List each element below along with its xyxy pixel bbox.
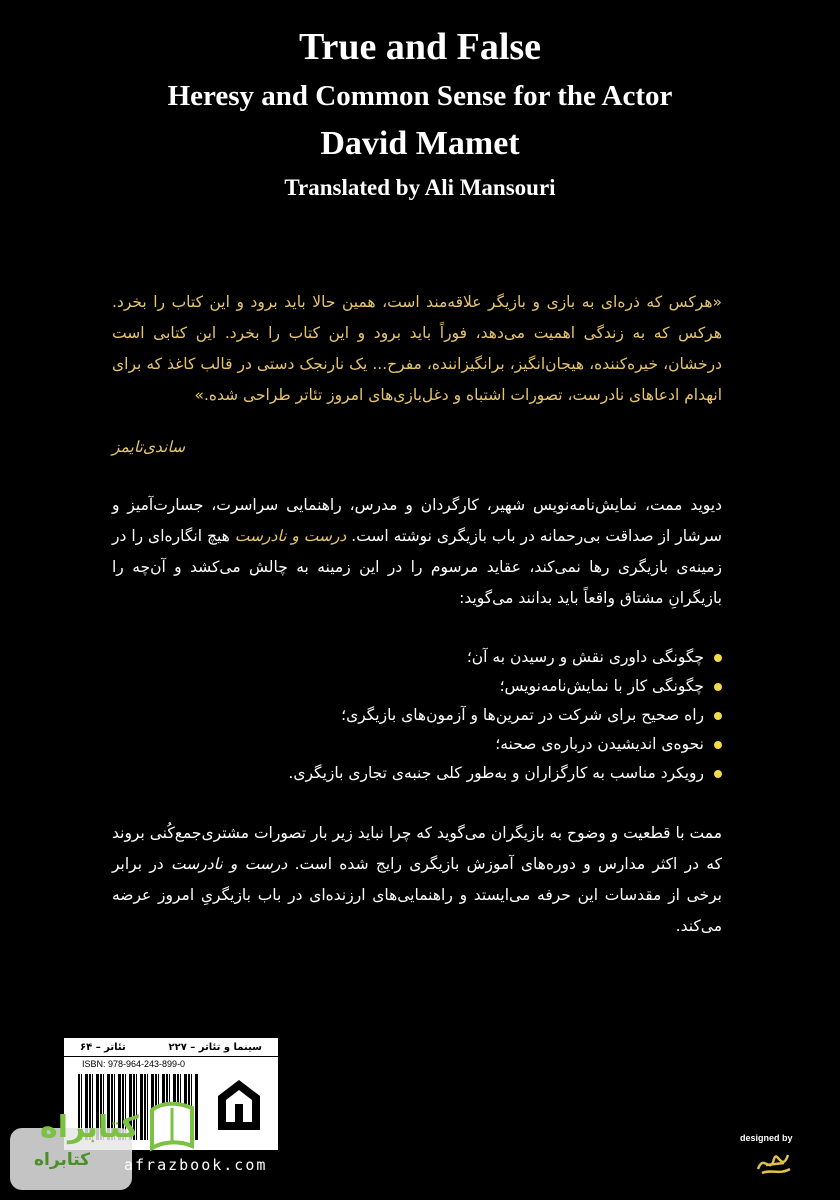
book-icon [144,1098,200,1154]
series-info [64,1038,278,1057]
author-name: David Mamet [320,125,520,162]
topic-list [112,643,722,788]
isbn-number: ISBN: 978-964-243-899-0 [82,1059,186,1069]
intro-text-2: هیچ انگاره‌ای را در زمینه‌ی بازیگری رها نمی‌کند، عقاید مرسوم را در این زمینه به چالش می‌کشد و آن‌چه را بازیگرانِ مشتاق واقعاً باید بدانند می‌گوید: [112,527,722,607]
list-item: نحوه‌ی اندیشیدن درباره‌ی صحنه؛ [112,730,722,759]
designer-credit: designed by [740,1133,793,1143]
intro-text-1: دیوید ممت، نمایش‌نامه‌نویس شهیر، کارگردان و مدرس، راهنمایی سراسرت، جسارت‌آمیز و سرشار از صداقت بی‌رحمانه در باب بازیگری نوشته است. [112,496,722,545]
series-theatre: تئاتر – ۶۴ [80,1041,126,1053]
intro-paragraph [112,490,722,614]
list-item: چگونگی کار با نمایش‌نامه‌نویس؛ [112,672,722,701]
translator-credit: Translated by Ali Mansouri [284,175,556,200]
designer-signature-icon [754,1145,794,1177]
publisher-logo-icon [208,1074,270,1136]
outro-text-2: در برابر برخی از مقدسات این حرفه می‌ایستد و راهنمایی‌های ارزنده‌ای در باب بازیگریِ امروز عرضه می‌کند. [112,855,722,935]
outro-book-title: درست و نادرست [171,855,288,873]
outro-text-1: ممت با قطعیت و وضوح به بازیگران می‌گوید که چرا نباید زیر بار تصورات مشتری‌جمع‌کُنی بروند که در اکثر مدارس و دوره‌های آموزش بازیگری رایج شده است. [112,824,722,873]
review-quote: «هرکس که ذره‌ای به بازی و بازیگر علاقه‌مند است، همین حالا باید برود و این کتاب را بخرد. هرکس که به زندگی اهمیت می‌دهد، فوراً باید برود و این کتاب را بخرد. این کتابی است درخشان، خیره‌کننده، هیجان‌انگیز، برانگیزاننده، مفرح... یک نارنجک دستی در قالب کاغذ که برای انهدام ادعاهای نادرست، تصورات اشتباه و دغل‌بازی‌های امروز تئاتر طراحی شده.» [112,293,722,404]
publisher-website: afrazbook.com [124,1156,268,1174]
list-item: چگونگی داوری نقش و رسیدن به آن؛ [112,643,722,672]
intro-book-title: درست و نادرست [234,527,347,545]
watermark-brand-small: کتابراه [34,1150,91,1170]
book-subtitle: Heresy and Common Sense for the Actor [167,80,673,112]
series-cinema: سینما و تئاتر – ۲۲۷ [168,1041,262,1053]
list-item: رویکرد مناسب به کارگزاران و به‌طور کلی جنبه‌ی تجاری بازیگری. [112,759,722,788]
list-item: راه صحیح برای شرکت در تمرین‌ها و آزمون‌های بازیگری؛ [112,701,722,730]
title-block [0,22,840,208]
book-title: True and False [298,26,542,68]
watermark-brand: کتابراه [40,1110,139,1145]
closing-paragraph [112,818,722,942]
review-source: ساندی‌تایمز [112,438,186,456]
